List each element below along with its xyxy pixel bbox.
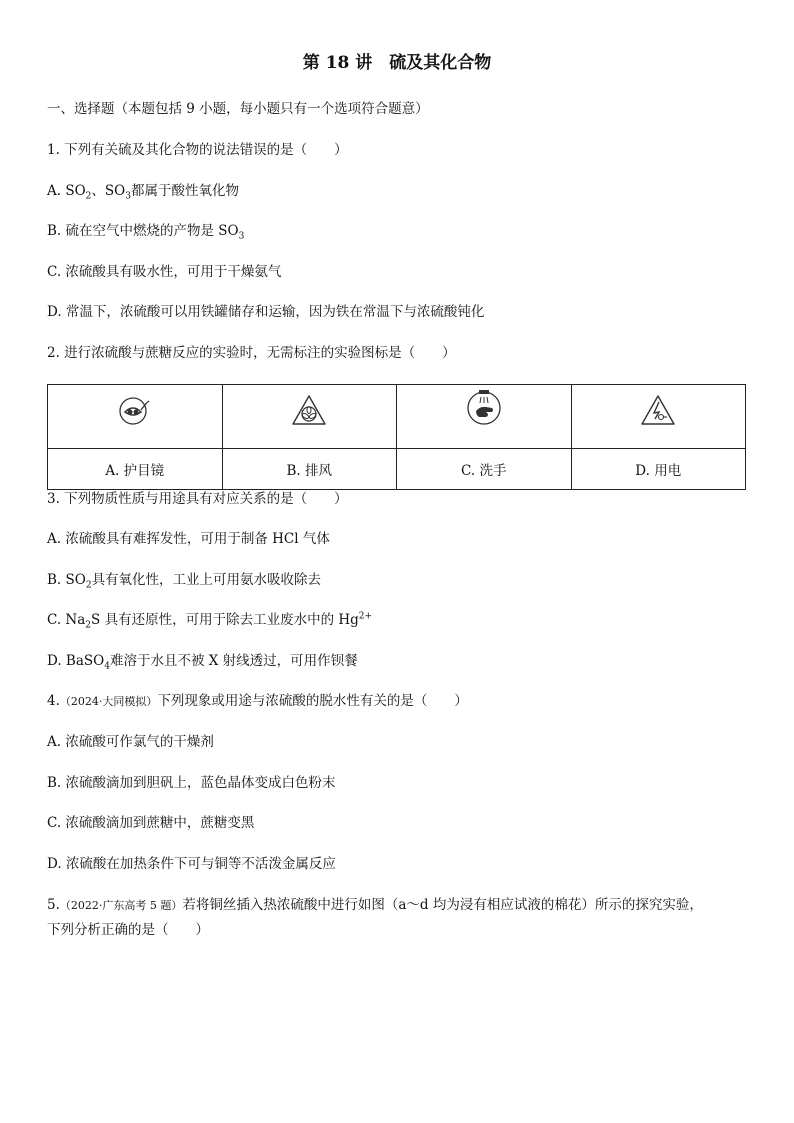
q3-option-b: B. $SO_2$具有氧化性，工业上可用氨水吸收除去 <box>47 572 322 591</box>
page-title: 第 18 讲 硫及其化合物 <box>302 53 492 73</box>
q2-stem: 2. 进行浓硫酸与蔗糖反应的实验时，无需标注的实验图标是（ ） <box>47 345 456 361</box>
section-heading: 一、选择题（本题包括 9 小题，每小题只有一个选项符合题意） <box>47 101 429 117</box>
q4-stem: 4.（2024·大同模拟）下列现象或用途与浓硫酸的脱水性有关的是（ ） <box>47 693 468 709</box>
q2-icon-cell-a <box>48 385 223 449</box>
q1-option-a: A. $SO_2$、$SO_3$都属于酸性氧化物 <box>47 183 239 202</box>
q2-option-d-label: D. 用电 <box>571 449 746 490</box>
hand-washing-icon <box>466 387 502 431</box>
q2-icon-cell-d <box>571 385 746 449</box>
goggles-icon <box>118 393 152 431</box>
q1-option-b: B. 硫在空气中燃烧的产物是 $SO_3$ <box>47 223 245 242</box>
q2-icon-cell-c <box>397 385 572 449</box>
q1-option-d: D. 常温下，浓硫酸可以用铁罐储存和运输，因为铁在常温下与浓硫酸钝化 <box>47 304 485 320</box>
q4-source: （2024·大同模拟） <box>59 695 158 708</box>
q2-option-a-label: A. 护目镜 <box>48 449 223 490</box>
q3-option-c: C. $Na_2S$ 具有还原性，可用于除去工业废水中的 $Hg^{2+}$ <box>47 611 373 631</box>
q1-option-c: C. 浓硫酸具有吸水性，可用于干燥氨气 <box>47 264 282 280</box>
q4-option-a: A. 浓硫酸可作氯气的干燥剂 <box>47 734 214 750</box>
q2-icon-cell-b <box>222 385 397 449</box>
q3-option-a: A. 浓硫酸具有难挥发性，可用于制备 HCl 气体 <box>47 531 330 547</box>
q2-icon-table <box>47 384 746 490</box>
q4-option-d: D. 浓硫酸在加热条件下可与铜等不活泼金属反应 <box>47 856 336 872</box>
q5-stem: 5.（2022·广东高考 5 题）若将铜丝插入热浓硫酸中进行如图（a～d 均为浸有相应试液的棉花）所示的探究实验， <box>47 897 703 913</box>
q1-stem: 1. 下列有关硫及其化合物的说法错误的是（ ） <box>47 142 348 158</box>
q2-option-c-label: C. 洗手 <box>397 449 572 490</box>
q4-option-c: C. 浓硫酸滴加到蔗糖中，蔗糖变黑 <box>47 815 255 831</box>
q3-stem: 3. 下列物质性质与用途具有对应关系的是（ ） <box>47 491 348 507</box>
exhaust-fan-icon <box>291 393 327 431</box>
q5-source: （2022·广东高考 5 题） <box>59 899 183 912</box>
q2-option-b-label: B. 排风 <box>222 449 397 490</box>
q4-option-b: B. 浓硫酸滴加到胆矾上，蓝色晶体变成白色粉末 <box>47 775 336 791</box>
electrical-hazard-icon <box>640 393 676 431</box>
q5-stem-continued: 下列分析正确的是（ ） <box>47 922 209 938</box>
q3-option-d: D. BaSO$_4$难溶于水且不被 X 射线透过，可用作钡餐 <box>47 653 358 672</box>
